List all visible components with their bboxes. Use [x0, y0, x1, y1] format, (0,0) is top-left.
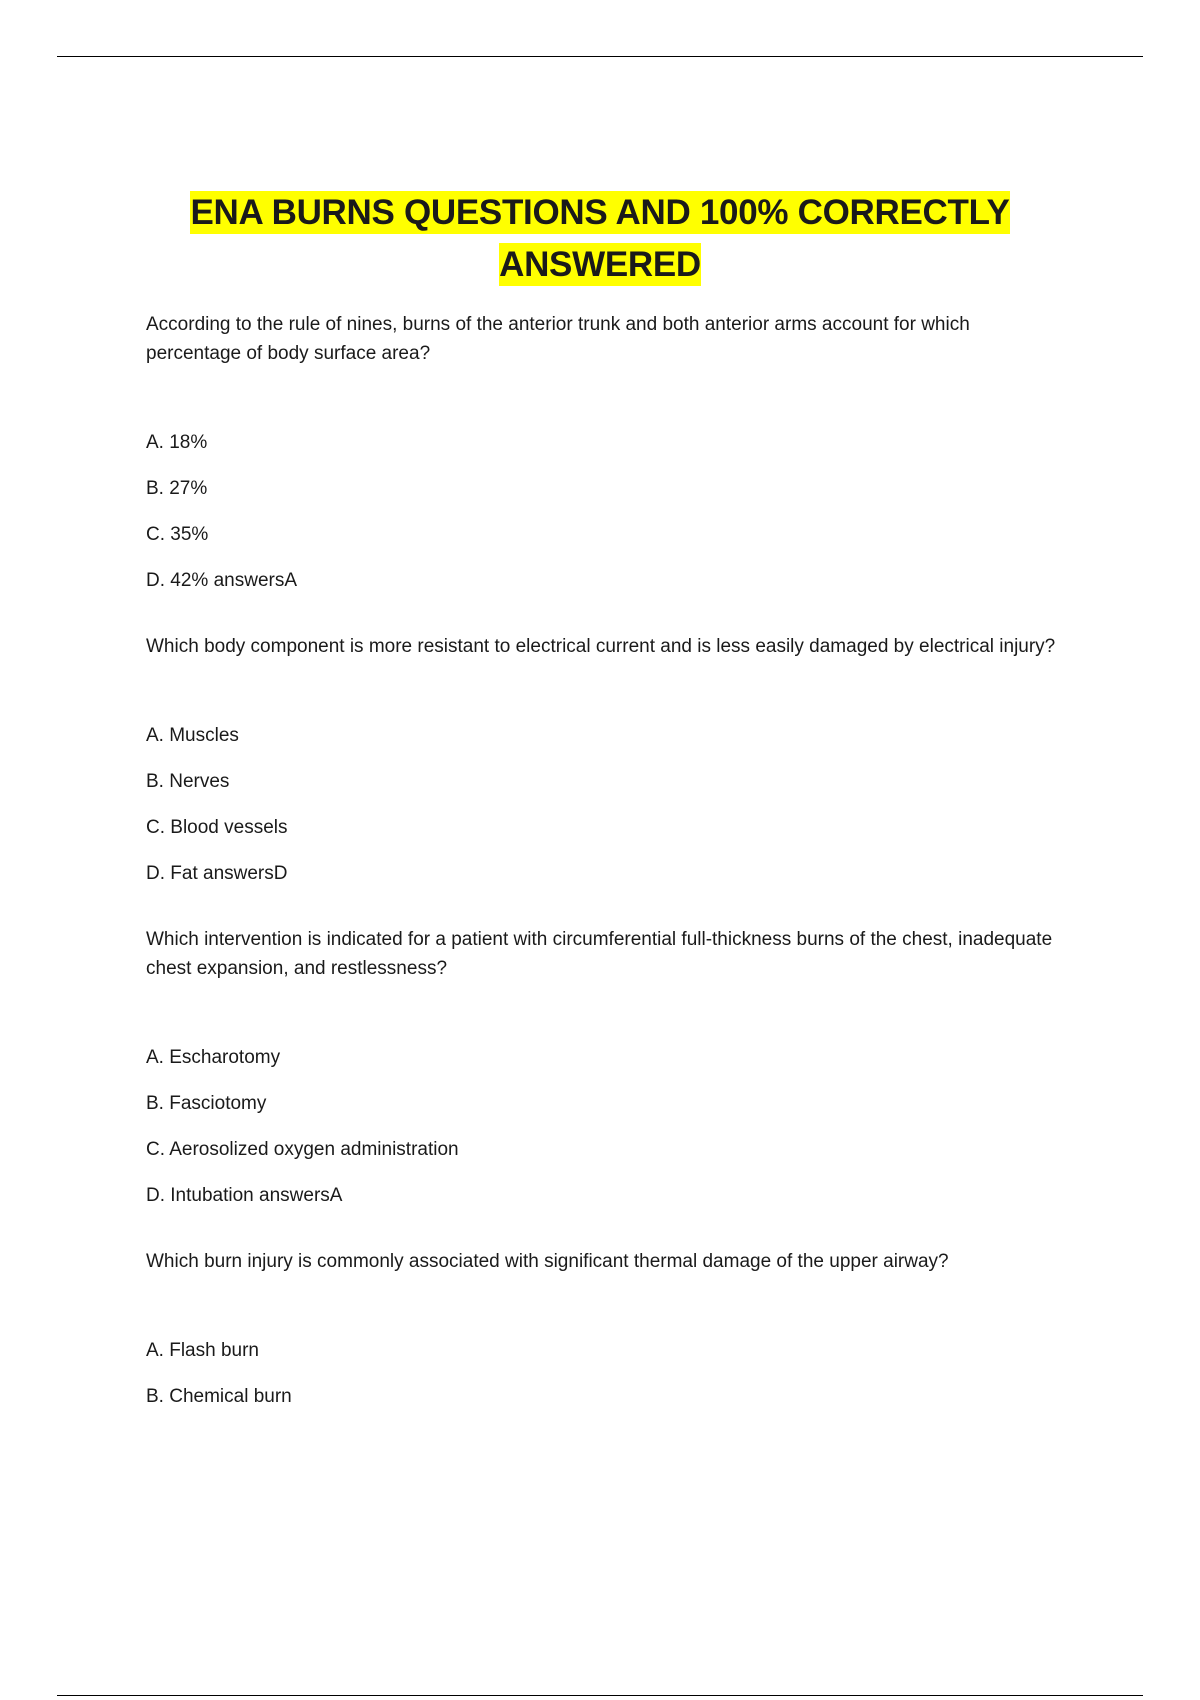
question-text: Which burn injury is commonly associated with significant thermal damage of the upper airway?: [146, 1251, 949, 1272]
answer-option-c: C. 35%: [146, 524, 209, 545]
answer-option-a: A. Flash burn: [146, 1340, 259, 1361]
answer-option-a: A. 18%: [146, 432, 208, 453]
answer-option-c: C. Blood vessels: [146, 817, 288, 838]
answer-option-b: B. Nerves: [146, 771, 230, 792]
answer-option-b: B. 27%: [146, 478, 208, 499]
answer-options: [146, 1043, 1066, 1227]
answer-option-d: D. Intubation answersA: [146, 1185, 343, 1206]
answer-option-b: B. Fasciotomy: [146, 1093, 267, 1114]
question-block-2: [146, 632, 1066, 905]
question-text: Which intervention is indicated for a patient with circumferential full-thickness burns of the chest, inadequate chest expansion, and restlessness?: [146, 929, 1053, 979]
question-text: According to the rule of nines, burns of the anterior trunk and both anterior arms account for which percentage of body surface area?: [146, 314, 970, 364]
question-block-4: [146, 1247, 1066, 1428]
footer-rule: [57, 1695, 1143, 1696]
answer-option-a: A. Escharotomy: [146, 1047, 281, 1068]
document-title: [0, 187, 1200, 291]
answer-option-a: A. Muscles: [146, 725, 239, 746]
header-rule: [57, 56, 1143, 57]
answer-options: [146, 428, 1066, 612]
answer-option-c: C. Aerosolized oxygen administration: [146, 1139, 459, 1160]
question-text: Which body component is more resistant to electrical current and is less easily damaged by electrical injury?: [146, 636, 1056, 657]
question-list: [146, 310, 1066, 1428]
answer-option-d: D. 42% answersA: [146, 570, 298, 591]
answer-option-b: B. Chemical burn: [146, 1386, 292, 1407]
question-block-3: [146, 925, 1066, 1227]
answer-options: [146, 1336, 1066, 1428]
question-block-1: [146, 310, 1066, 612]
answer-option-d: D. Fat answersD: [146, 863, 288, 884]
title-line-2: ANSWERED: [499, 245, 701, 284]
answer-options: [146, 721, 1066, 905]
title-line-1: ENA BURNS QUESTIONS AND 100% CORRECTLY: [190, 193, 1010, 232]
